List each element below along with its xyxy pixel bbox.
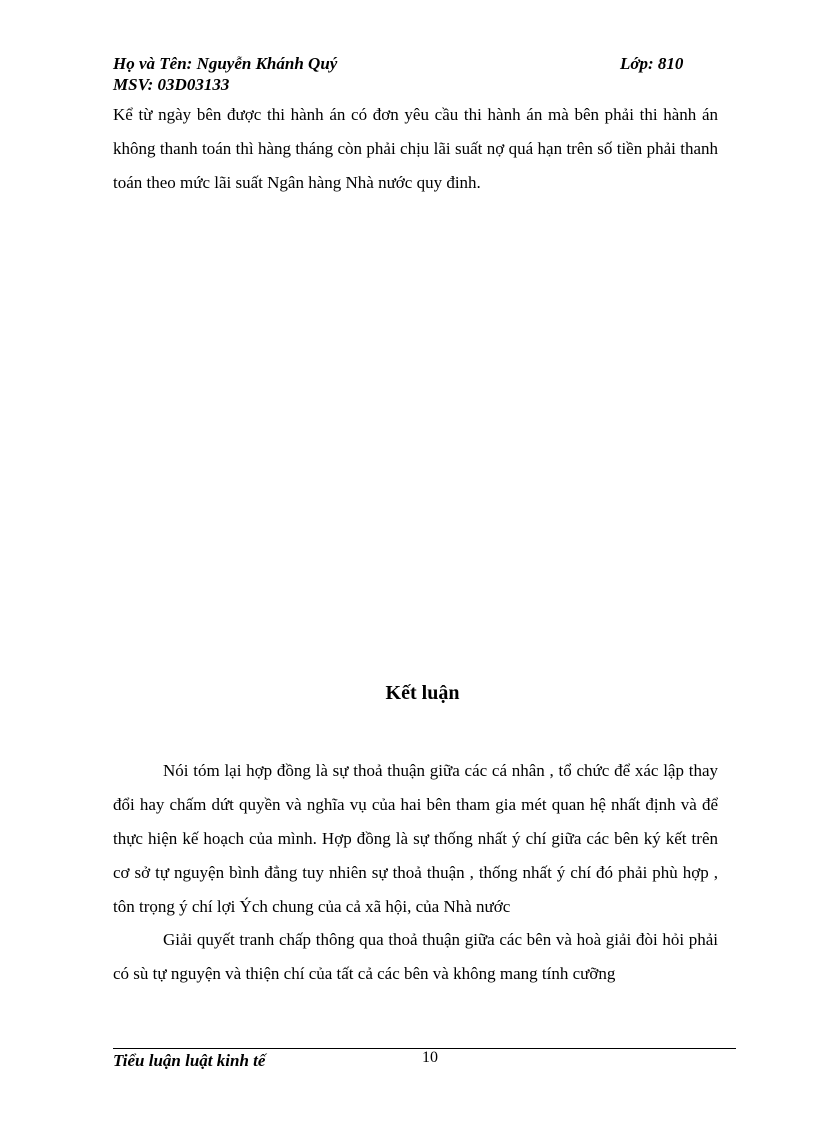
top-paragraph: Kể từ ngày bên được thi hành án có đơn yêu cầu thi hành án mà bên phải thi hành án không thanh toán thì hàng tháng còn phải chịu lãi suất nợ quá hạn trên số tiền phải thanh toán theo mức lãi suất Ngân hàng Nhà nước quy đinh. (113, 105, 718, 192)
header-row-name-class (113, 53, 713, 74)
conclusion-paragraph-2: Giải quyết tranh chấp thông qua thoả thuận giữa các bên và hoà giải đòi hỏi phải có sù tự nguyện và thiện chí của tất cả các bên và không mang tính cưỡng (113, 930, 718, 983)
student-class: Lớp: 810 (620, 54, 684, 73)
conclusion-paragraph-1: Nói tóm lại hợp đồng là sự thoả thuận giữa các cá nhân , tổ chức để xác lập thay đổi hay chấm dứt quyền và nghĩa vụ của hai bên tham gia mét quan hệ nhất định và để thực hiện kế hoạch của mình. Hợp đồng là sự thống nhất ý chí giữa các bên ký kết trên cơ sở tự nguyện bình đẳng tuy nhiên sự thoả thuận , thống nhất ý chí đó phải phù hợp , tôn trọng ý chí lợi Ých chung của cả xã hội, của Nhà nước (113, 761, 718, 916)
student-id: MSV: 03D03133 (113, 75, 230, 94)
student-name: Họ và Tên: Nguyễn Khánh Quý (113, 54, 338, 73)
footer-title: Tiểu luận luật kinh tế (113, 1051, 266, 1070)
conclusion-heading: Kết luận (385, 682, 460, 704)
page-number: 10 (422, 1049, 438, 1066)
header-row-student-id (113, 74, 713, 95)
page-header (113, 53, 713, 95)
